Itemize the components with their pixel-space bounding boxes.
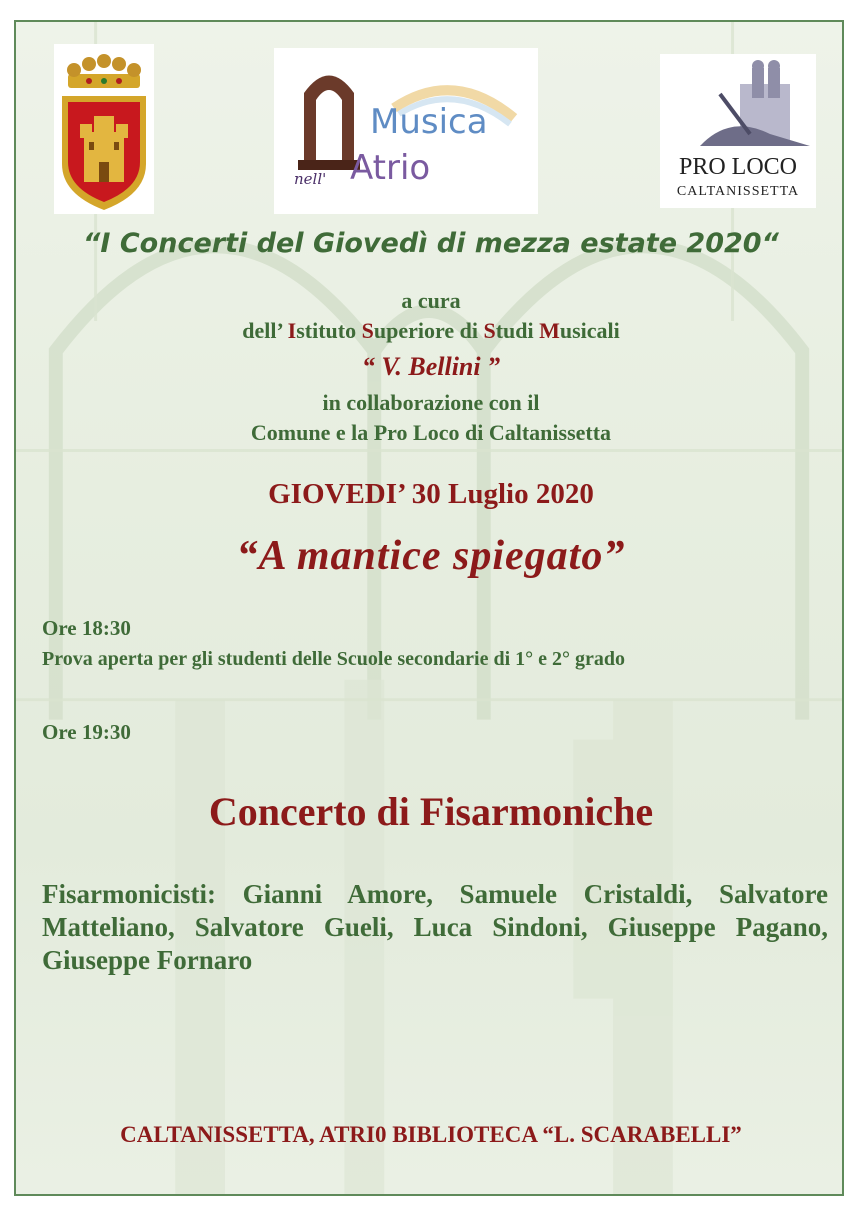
concert-title: Concerto di Fisarmoniche xyxy=(208,789,654,834)
pro-loco-city: CALTANISSETTA xyxy=(676,184,800,199)
collaboration-text: in collaborazione con il xyxy=(322,390,540,415)
musica-nell-atrio-logo xyxy=(274,48,538,214)
studi-rest: tudi xyxy=(495,318,540,343)
istituto-rest: stituto xyxy=(296,318,362,343)
musicali-rest: usicali xyxy=(559,318,620,343)
castle-crest-icon xyxy=(54,44,154,214)
event-date: GIOVEDI’ 30 Luglio 2020 xyxy=(268,478,594,510)
church-illustration-icon xyxy=(660,54,816,154)
logo-musica-text: Musica xyxy=(370,102,488,142)
schedule-description-1: Prova aperta per gli studenti delle Scuole secondarie di 1° e 2° grado xyxy=(42,648,625,670)
pro-loco-caltanissetta-logo xyxy=(660,54,816,208)
logo-nell-text: nell' xyxy=(294,170,327,188)
pro-loco-title: PRO LOCO xyxy=(678,154,798,180)
schedule-time-2: Ore 19:30 xyxy=(42,720,131,744)
schedule-time-1: Ore 18:30 xyxy=(42,616,131,640)
venue-footer: CALTANISSETTA, ATRI0 BIBLIOTECA “L. SCARABELLI” xyxy=(120,1122,742,1147)
logo-atrio-text: Atrio xyxy=(350,148,431,188)
istituto-dell: dell’ xyxy=(242,318,288,343)
poster xyxy=(14,20,844,1196)
musicali-cap-m: M xyxy=(539,318,560,343)
istituto-cap-i: I xyxy=(287,318,297,343)
superiore-cap-s: S xyxy=(361,318,374,343)
superiore-rest: uperiore di xyxy=(373,318,484,343)
event-title: “A mantice spiegato” xyxy=(236,533,626,579)
performers-list: Fisarmonicisti: Gianni Amore, Samuele Cristaldi, Salvatore Matteliano, Salvatore Gueli, Luca Sindoni, Giuseppe Pagano, Giuseppe Fornaro xyxy=(42,879,828,975)
series-title: “I Concerti del Giovedì di mezza estate 2020“ xyxy=(83,228,779,259)
a-cura-text: a cura xyxy=(401,288,461,313)
comune-text: Comune e la Pro Loco di Caltanissetta xyxy=(250,420,612,445)
istituto-line xyxy=(16,318,844,344)
caltanissetta-coat-of-arms-logo xyxy=(54,44,154,214)
studi-cap-s: S xyxy=(483,318,496,343)
bellini-name: “ V. Bellini ” xyxy=(361,352,501,381)
